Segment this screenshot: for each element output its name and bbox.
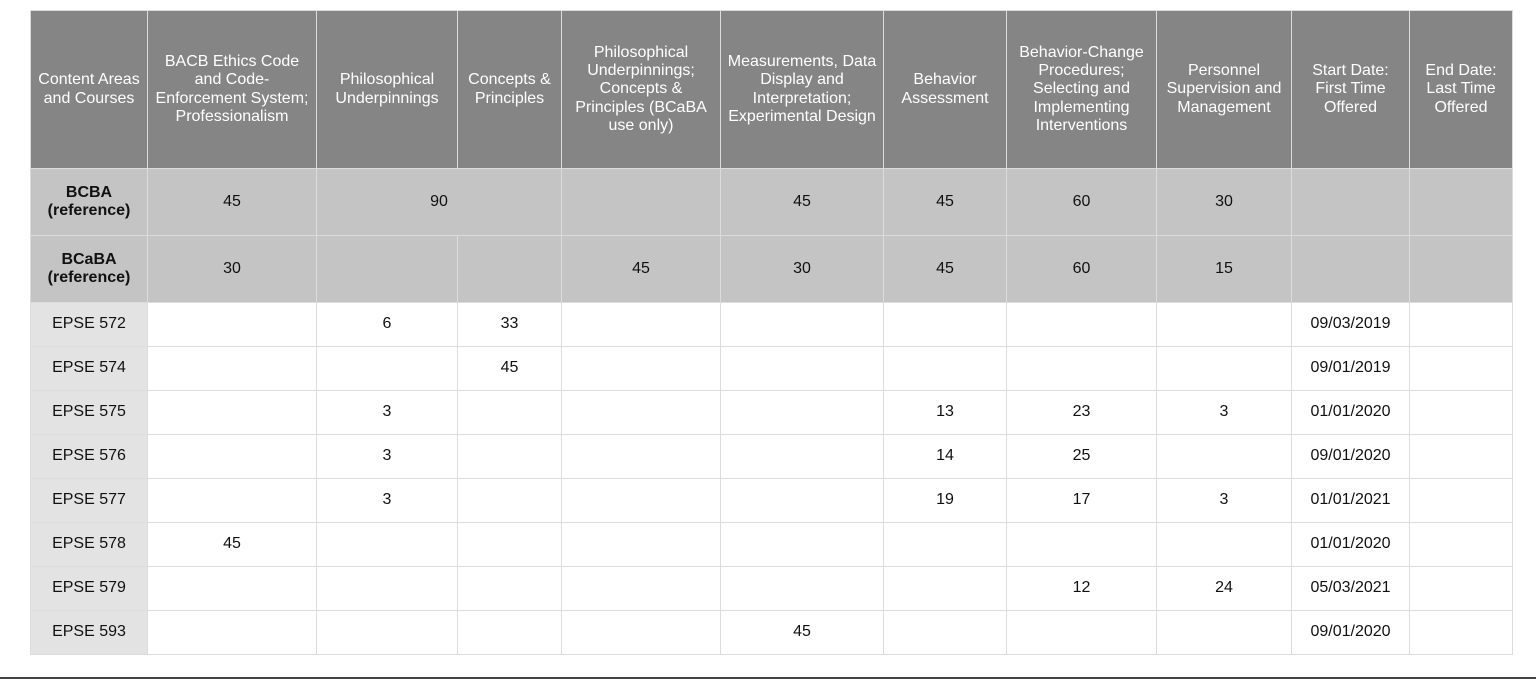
cell-assessment [884, 611, 1007, 655]
col-header-supervision: Personnel Supervision and Management [1157, 11, 1292, 169]
cell-bcaba-only [562, 611, 721, 655]
table-row [31, 567, 1513, 611]
cell-assessment: 13 [884, 391, 1007, 435]
cell-end [1410, 523, 1513, 567]
cell-supervision: 24 [1157, 567, 1292, 611]
cell-philosophy: 3 [317, 435, 458, 479]
course-code: EPSE 574 [31, 347, 148, 391]
cell-philosophy-concepts-combined: 90 [317, 169, 562, 236]
course-code: EPSE 576 [31, 435, 148, 479]
cell-supervision [1157, 611, 1292, 655]
cell-assessment [884, 567, 1007, 611]
cell-start-date [1292, 169, 1410, 236]
cell-concepts [458, 479, 562, 523]
cell-bcaba-only [562, 169, 721, 236]
cell-concepts [458, 391, 562, 435]
col-header-concepts: Concepts & Principles [458, 11, 562, 169]
cell-end [1410, 479, 1513, 523]
cell-behavior-change: 60 [1007, 236, 1157, 303]
cell-concepts [458, 236, 562, 303]
cell-bcaba-only [562, 303, 721, 347]
cell-philosophy: 3 [317, 391, 458, 435]
cell-bcaba-only [562, 479, 721, 523]
cell-end [1410, 611, 1513, 655]
cell-behavior-change: 23 [1007, 391, 1157, 435]
course-code: EPSE 579 [31, 567, 148, 611]
cell-behavior-change: 12 [1007, 567, 1157, 611]
cell-start: 09/01/2020 [1292, 611, 1410, 655]
cell-ethics [148, 479, 317, 523]
cell-supervision: 15 [1157, 236, 1292, 303]
cell-measurement [721, 391, 884, 435]
cell-bcaba-only [562, 391, 721, 435]
cell-behavior-change [1007, 303, 1157, 347]
reference-row-bcba [31, 169, 1513, 236]
cell-philosophy [317, 523, 458, 567]
cell-start: 09/01/2019 [1292, 347, 1410, 391]
header-row [31, 11, 1513, 169]
col-header-measurement: Measurements, Data Display and Interpretation; Experimental Design [721, 11, 884, 169]
cell-start: 01/01/2021 [1292, 479, 1410, 523]
cell-bcaba-only [562, 435, 721, 479]
cell-measurement [721, 567, 884, 611]
cell-ethics [148, 611, 317, 655]
cell-behavior-change [1007, 347, 1157, 391]
cell-bcaba-only [562, 523, 721, 567]
cell-assessment: 19 [884, 479, 1007, 523]
course-code: EPSE 577 [31, 479, 148, 523]
cell-measurement [721, 303, 884, 347]
cell-concepts: 45 [458, 347, 562, 391]
cell-ethics: 30 [148, 236, 317, 303]
cell-bcaba-only: 45 [562, 236, 721, 303]
cell-assessment: 45 [884, 236, 1007, 303]
cell-assessment [884, 347, 1007, 391]
cell-assessment [884, 523, 1007, 567]
cell-start: 01/01/2020 [1292, 523, 1410, 567]
table-row [31, 303, 1513, 347]
cell-end-date [1410, 236, 1513, 303]
col-header-end-date: End Date: Last Time Offered [1410, 11, 1513, 169]
col-header-bcaba-only: Philosophical Underpinnings; Concepts & Principles (BCaBA use only) [562, 11, 721, 169]
cell-supervision: 30 [1157, 169, 1292, 236]
cell-ethics [148, 391, 317, 435]
cell-measurement [721, 523, 884, 567]
reference-row-bcaba [31, 236, 1513, 303]
cell-end [1410, 347, 1513, 391]
table-row [31, 479, 1513, 523]
cell-philosophy [317, 236, 458, 303]
cell-behavior-change: 25 [1007, 435, 1157, 479]
cell-start-date [1292, 236, 1410, 303]
course-code: EPSE 593 [31, 611, 148, 655]
course-code: EPSE 575 [31, 391, 148, 435]
row-label: BCBA (reference) [31, 169, 148, 236]
col-header-content-areas: Content Areas and Courses [31, 11, 148, 169]
col-header-behavior-change: Behavior-Change Procedures; Selecting and Implementing Interventions [1007, 11, 1157, 169]
cell-measurement [721, 479, 884, 523]
cell-ethics [148, 303, 317, 347]
cell-start: 01/01/2020 [1292, 391, 1410, 435]
row-label: BCaBA (reference) [31, 236, 148, 303]
col-header-ethics: BACB Ethics Code and Code-Enforcement System; Professionalism [148, 11, 317, 169]
cell-start: 05/03/2021 [1292, 567, 1410, 611]
cell-philosophy [317, 567, 458, 611]
col-header-assessment: Behavior Assessment [884, 11, 1007, 169]
cell-end [1410, 303, 1513, 347]
cell-bcaba-only [562, 347, 721, 391]
cell-concepts [458, 567, 562, 611]
table-row [31, 391, 1513, 435]
cell-supervision [1157, 435, 1292, 479]
table-row [31, 435, 1513, 479]
table-row [31, 347, 1513, 391]
cell-end [1410, 435, 1513, 479]
cell-philosophy [317, 611, 458, 655]
cell-measurement: 45 [721, 169, 884, 236]
table-row [31, 611, 1513, 655]
cell-behavior-change: 17 [1007, 479, 1157, 523]
cell-behavior-change [1007, 523, 1157, 567]
cell-supervision: 3 [1157, 391, 1292, 435]
cell-measurement [721, 435, 884, 479]
cell-ethics [148, 435, 317, 479]
cell-bcaba-only [562, 567, 721, 611]
cell-behavior-change [1007, 611, 1157, 655]
cell-supervision [1157, 523, 1292, 567]
cell-assessment [884, 303, 1007, 347]
course-code: EPSE 572 [31, 303, 148, 347]
cell-concepts [458, 435, 562, 479]
col-header-start-date: Start Date: First Time Offered [1292, 11, 1410, 169]
cell-assessment: 45 [884, 169, 1007, 236]
cell-concepts: 33 [458, 303, 562, 347]
cell-philosophy: 3 [317, 479, 458, 523]
cell-end [1410, 567, 1513, 611]
cell-concepts [458, 611, 562, 655]
cell-measurement [721, 347, 884, 391]
cell-measurement: 30 [721, 236, 884, 303]
table-row [31, 523, 1513, 567]
col-header-philosophy: Philosophical Underpinnings [317, 11, 458, 169]
cell-start: 09/03/2019 [1292, 303, 1410, 347]
cell-ethics [148, 347, 317, 391]
cell-behavior-change: 60 [1007, 169, 1157, 236]
cell-supervision [1157, 303, 1292, 347]
cell-ethics [148, 567, 317, 611]
cell-supervision: 3 [1157, 479, 1292, 523]
cell-assessment: 14 [884, 435, 1007, 479]
content-hours-table [30, 10, 1513, 655]
cell-philosophy: 6 [317, 303, 458, 347]
cell-concepts [458, 523, 562, 567]
cell-philosophy [317, 347, 458, 391]
cell-end [1410, 391, 1513, 435]
cell-ethics: 45 [148, 169, 317, 236]
cell-start: 09/01/2020 [1292, 435, 1410, 479]
cell-ethics: 45 [148, 523, 317, 567]
course-code: EPSE 578 [31, 523, 148, 567]
cell-measurement: 45 [721, 611, 884, 655]
cell-end-date [1410, 169, 1513, 236]
cell-supervision [1157, 347, 1292, 391]
